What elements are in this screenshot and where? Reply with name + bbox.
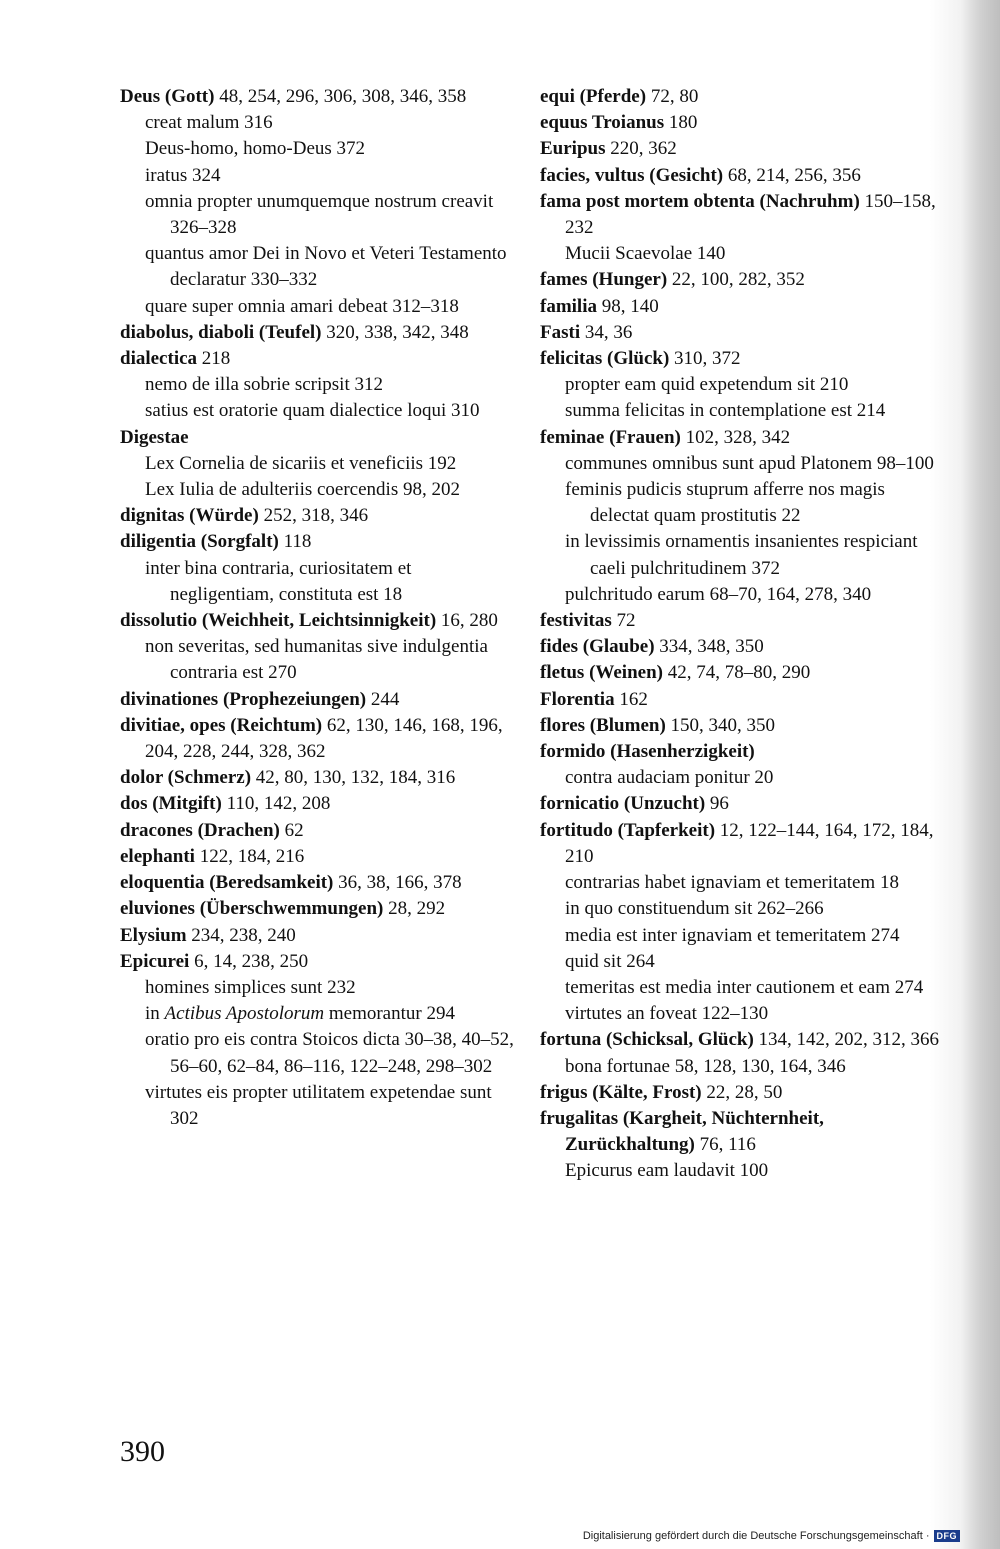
index-subentry: inter bina contraria, curiositatem et negligentiam, constituta est 18 xyxy=(145,557,412,605)
index-entry xyxy=(120,687,515,713)
index-entry xyxy=(540,1080,940,1106)
index-pages: 220, 362 xyxy=(610,138,677,160)
index-entry xyxy=(540,110,940,136)
index-headword: divinationes (Prophezeiungen) xyxy=(120,688,367,710)
index-entry xyxy=(120,320,515,346)
index-pages: 150–158, 232 xyxy=(565,190,936,239)
index-headword: fortuna (Schicksal, Glück) xyxy=(540,1029,754,1051)
index-subentry: Mucii Scaevolae 140 xyxy=(565,243,726,265)
index-subentry: bona fortunae 58, 128, 130, 164, 346 xyxy=(565,1055,846,1077)
index-subentry: contra audaciam ponitur 20 xyxy=(565,767,774,789)
index-subentry: satius est oratorie quam dialectice loqui 310 xyxy=(145,400,480,422)
index-headword: fornicatio (Unzucht) xyxy=(540,793,706,815)
index-headword: frigus (Kälte, Frost) xyxy=(540,1081,702,1103)
index-headword: fama post mortem obtenta (Nachruhm) xyxy=(540,190,860,212)
index-entry xyxy=(120,765,515,791)
page-edge-shadow xyxy=(962,0,1000,1549)
footer-text: Digitalisierung gefördert durch die Deutsche Forschungsgemeinschaft · xyxy=(582,1530,930,1542)
index-pages: 96 xyxy=(709,793,729,815)
index-headword: Epicurei xyxy=(120,950,190,972)
index-pages: 320, 338, 342, 348 xyxy=(326,321,469,343)
index-entry xyxy=(540,346,940,372)
index-pages: 72 xyxy=(616,610,636,632)
index-entry xyxy=(540,136,940,162)
index-subentry: Epicurus eam laudavit 100 xyxy=(565,1160,769,1182)
index-pages: 244 xyxy=(370,688,400,710)
index-entry xyxy=(540,818,940,870)
index-column-left xyxy=(120,84,515,1132)
index-headword: Florentia xyxy=(540,688,615,710)
index-subentry: in levissimis ornamentis insanientes respiciant caeli pulchritudinem 372 xyxy=(565,531,918,579)
index-pages: 150, 340, 350 xyxy=(670,714,776,736)
index-pages: 134, 142, 202, 312, 366 xyxy=(758,1029,940,1051)
index-entry xyxy=(540,189,940,241)
index-pages: 68, 214, 256, 356 xyxy=(727,164,861,186)
index-headword: dolor (Schmerz) xyxy=(120,767,252,789)
index-headword: feminae (Frauen) xyxy=(540,426,681,448)
index-pages: 48, 254, 296, 306, 308, 346, 358 xyxy=(219,86,467,107)
index-subentry xyxy=(120,1001,515,1027)
index-headword: dialectica xyxy=(120,348,198,370)
index-subentry: summa felicitas in contemplatione est 214 xyxy=(565,400,886,422)
index-entry xyxy=(120,844,515,870)
index-headword: divitiae, opes (Reichtum) xyxy=(120,714,323,736)
index-subentry: Deus-homo, homo-Deus 372 xyxy=(145,138,366,160)
index-headword: festivitas xyxy=(540,610,612,632)
index-entry xyxy=(120,949,515,975)
index-subentry: communes omnibus sunt apud Platonem 98–100 xyxy=(565,452,934,474)
index-subentry: virtutes eis propter utilitatem expetendae sunt 302 xyxy=(145,1081,492,1129)
index-entry xyxy=(120,529,515,555)
index-subentry: temeritas est media inter cautionem et eam 274 xyxy=(565,976,924,998)
index-subentry: pulchritudo earum 68–70, 164, 278, 340 xyxy=(565,583,872,605)
index-subentry: in quo constituendum sit 262–266 xyxy=(565,898,824,920)
index-headword: Elysium xyxy=(120,924,187,946)
index-entry xyxy=(540,84,940,110)
index-entry xyxy=(540,320,940,346)
index-headword: eloquentia (Beredsamkeit) xyxy=(120,872,334,894)
index-entry xyxy=(540,791,940,817)
index-entry xyxy=(540,739,940,765)
index-subentry: creat malum 316 xyxy=(145,112,273,134)
index-entry xyxy=(540,634,940,660)
index-subentry: Lex Iulia de adulteriis coercendis 98, 202 xyxy=(145,479,460,501)
index-pages: 218 xyxy=(201,348,231,370)
subentry-part: memorantur 294 xyxy=(324,1003,455,1025)
index-entry xyxy=(120,346,515,372)
index-subentry: quid sit 264 xyxy=(565,950,655,972)
index-pages: 234, 238, 240 xyxy=(191,924,296,946)
index-subentry: media est inter ignaviam et temeritatem 274 xyxy=(565,924,900,946)
index-entry xyxy=(540,163,940,189)
page-number: 390 xyxy=(120,1435,165,1468)
subentry-part: in xyxy=(145,1003,165,1025)
index-entry xyxy=(120,870,515,896)
index-entry xyxy=(120,84,515,110)
index-entry xyxy=(120,425,515,451)
index-pages: 62, 130, 146, 168, 196, 204, 228, 244, 328, 362 xyxy=(145,714,503,763)
index-pages: 42, 74, 78–80, 290 xyxy=(667,662,811,684)
index-entry xyxy=(540,267,940,293)
index-pages: 122, 184, 216 xyxy=(199,845,305,867)
index-headword: frugalitas (Kargheit, Nüchternheit, Zurückhaltung) xyxy=(540,1107,824,1156)
index-subentry: homines simplices sunt 232 xyxy=(145,976,356,998)
index-pages: 72, 80 xyxy=(650,86,699,107)
index-headword: formido (Hasenherzigkeit) xyxy=(540,741,755,763)
index-entry xyxy=(540,1106,940,1158)
index-headword: flores (Blumen) xyxy=(540,714,666,736)
index-subentry: non severitas, sed humanitas sive indulgentia contraria est 270 xyxy=(145,636,488,684)
index-pages: 42, 80, 130, 132, 184, 316 xyxy=(255,767,456,789)
index-subentry: virtutes an foveat 122–130 xyxy=(565,1003,769,1025)
index-pages: 98, 140 xyxy=(601,295,659,317)
index-pages: 36, 38, 166, 378 xyxy=(338,872,462,894)
index-pages: 16, 280 xyxy=(440,610,498,632)
index-entry xyxy=(540,713,940,739)
index-entry xyxy=(120,923,515,949)
index-headword: elephanti xyxy=(120,845,195,867)
index-pages: 102, 328, 342 xyxy=(685,426,791,448)
index-subentry: quantus amor Dei in Novo et Veteri Testamento declaratur 330–332 xyxy=(145,243,507,291)
dfg-logo: DFG xyxy=(934,1530,961,1542)
index-headword: felicitas (Glück) xyxy=(540,348,670,370)
index-pages: 252, 318, 346 xyxy=(263,505,369,527)
index-pages: 334, 348, 350 xyxy=(659,636,764,658)
index-subentry: feminis pudicis stuprum afferre nos magis delectat quam prostitutis 22 xyxy=(565,479,885,527)
index-headword: dos (Mitgift) xyxy=(120,793,222,815)
index-entry xyxy=(120,713,515,765)
index-subentry: nemo de illa sobrie scripsit 312 xyxy=(145,374,383,396)
index-column-right xyxy=(540,84,940,1185)
index-subentry: oratio pro eis contra Stoicos dicta 30–38, 40–52, 56–60, 62–84, 86–116, 122–248, 298–302 xyxy=(145,1029,514,1077)
index-pages: 180 xyxy=(668,112,698,134)
index-entry xyxy=(540,608,940,634)
index-entry xyxy=(120,608,515,634)
index-headword: Fasti xyxy=(540,321,581,343)
index-subentry: omnia propter unumquemque nostrum creavit 326–328 xyxy=(145,190,494,239)
index-entry xyxy=(540,294,940,320)
index-subentry: Lex Cornelia de sicariis et veneficiis 192 xyxy=(145,452,457,474)
index-headword: dignitas (Würde) xyxy=(120,505,259,527)
index-headword: dissolutio (Weichheit, Leichtsinnigkeit) xyxy=(120,610,437,632)
index-pages: 22, 28, 50 xyxy=(706,1081,783,1103)
index-pages: 62 xyxy=(284,819,304,841)
index-entry xyxy=(120,503,515,529)
index-headword: Digestae xyxy=(120,426,189,448)
index-headword: dracones (Drachen) xyxy=(120,819,280,841)
index-headword: facies, vultus (Gesicht) xyxy=(540,164,724,186)
index-subentry: iratus 324 xyxy=(145,164,221,186)
index-pages: 6, 14, 238, 250 xyxy=(194,950,309,972)
index-headword: equi (Pferde) xyxy=(540,86,647,107)
index-headword: equus Troianus xyxy=(540,112,665,134)
index-entry xyxy=(540,687,940,713)
index-headword: fletus (Weinen) xyxy=(540,662,663,684)
index-pages: 34, 36 xyxy=(584,321,633,343)
index-entry xyxy=(540,1027,940,1053)
index-headword: fortitudo (Tapferkeit) xyxy=(540,819,716,841)
index-headword: Deus (Gott) xyxy=(120,86,215,107)
index-entry xyxy=(120,791,515,817)
index-entry xyxy=(120,818,515,844)
index-pages: 76, 116 xyxy=(699,1134,756,1156)
index-pages: 110, 142, 208 xyxy=(226,793,331,815)
index-headword: fides (Glaube) xyxy=(540,636,655,658)
index-pages: 12, 122–144, 164, 172, 184, 210 xyxy=(565,819,934,867)
index-entry xyxy=(540,425,940,451)
index-subentry: propter eam quid expetendum sit 210 xyxy=(565,374,849,396)
index-entry xyxy=(540,660,940,686)
index-headword: Euripus xyxy=(540,138,606,160)
index-pages: 22, 100, 282, 352 xyxy=(671,269,805,291)
index-subentry: quare super omnia amari debeat 312–318 xyxy=(145,295,459,317)
index-headword: eluviones (Überschwemmungen) xyxy=(120,898,384,920)
index-pages: 28, 292 xyxy=(388,898,446,920)
index-subentry: contrarias habet ignaviam et temeritatem 18 xyxy=(565,872,899,894)
index-headword: fames (Hunger) xyxy=(540,269,668,291)
digitization-footer xyxy=(583,1530,960,1542)
index-pages: 118 xyxy=(283,531,312,553)
index-entry xyxy=(120,896,515,922)
index-headword: diabolus, diaboli (Teufel) xyxy=(120,321,322,343)
index-pages: 162 xyxy=(619,688,648,710)
index-headword: familia xyxy=(540,295,597,317)
subentry-part: Actibus Apostolorum xyxy=(164,1003,325,1025)
index-headword: diligentia (Sorgfalt) xyxy=(120,531,279,553)
index-pages: 310, 372 xyxy=(674,348,741,370)
